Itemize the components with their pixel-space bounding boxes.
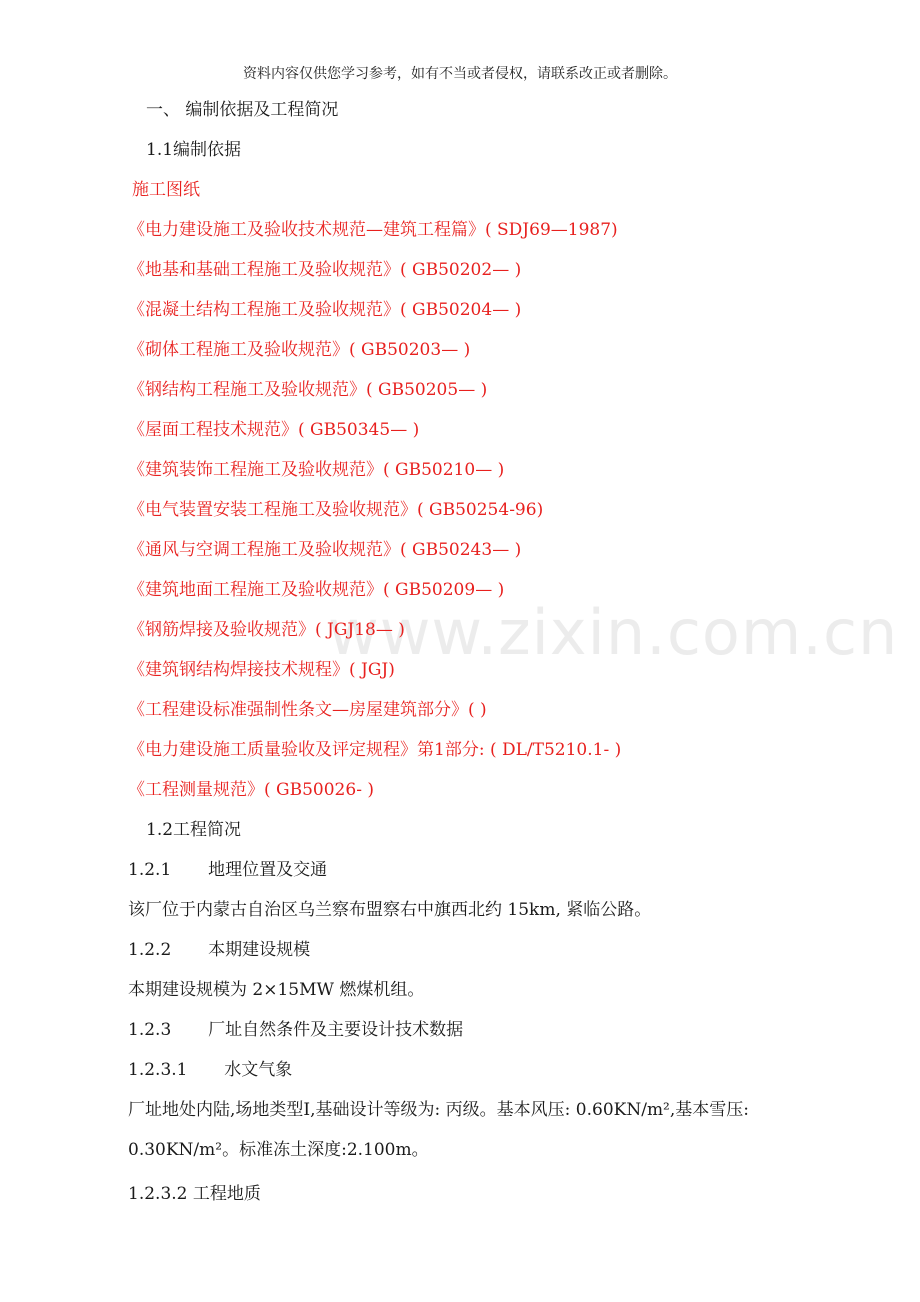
header-notice: 资料内容仅供您学习参考，如有不当或者侵权，请联系改正或者删除。 [243,66,677,82]
reference-item: 《工程建设标准强制性条文—房屋建筑部分》( ) [128,700,487,720]
paragraph-hydrology-line1: 厂址地处内陆,场地类型Ⅰ,基础设计等级为: 丙级。基本风压: 0.60KN/m²,基本雪压: [128,1100,750,1120]
heading-text: 地理位置及交通 [208,860,328,880]
reference-item: 《电气装置安装工程施工及验收规范》( GB50254-96) [128,500,544,520]
subsection-title-basis: 1.1编制依据 [146,140,242,160]
heading-text: 水文气象 [224,1060,293,1080]
reference-item: 《建筑地面工程施工及验收规范》( GB50209— ) [128,580,505,600]
reference-item: 《地基和基础工程施工及验收规范》( GB50202— ) [128,260,522,280]
paragraph-scale: 本期建设规模为 2×15MW 燃煤机组。 [128,980,425,1000]
heading-number: 1.2.2 [128,940,172,960]
reference-item: 《混凝土结构工程施工及验收规范》( GB50204— ) [128,300,522,320]
heading-1-2-3-1 [128,1058,292,1082]
heading-text: 本期建设规模 [208,940,311,960]
heading-number: 1.2.1 [128,860,172,880]
reference-item: 《建筑装饰工程施工及验收规范》( GB50210— ) [128,460,505,480]
reference-item: 《电力建设施工质量验收及评定规程》第1部分: ( DL/T5210.1- ) [128,740,622,760]
heading-1-2-2 [128,938,310,962]
section-title: 一、 编制依据及工程简况 [146,100,339,120]
drawings-label: 施工图纸 [132,180,200,200]
heading-1-2-1 [128,858,327,882]
heading-number: 1.2.3 [128,1020,172,1040]
reference-item: 《钢结构工程施工及验收规范》( GB50205— ) [128,380,488,400]
reference-item: 《通风与空调工程施工及验收规范》( GB50243— ) [128,540,522,560]
watermark: www.zixin.com.cn [328,596,899,669]
heading-1-2-3 [128,1018,463,1042]
subsection-title-overview: 1.2工程简况 [146,820,242,840]
reference-item: 《屋面工程技术规范》( GB50345— ) [128,420,420,440]
reference-item: 《工程测量规范》( GB50026- ) [128,780,374,800]
reference-item: 《砌体工程施工及验收规范》( GB50203— ) [128,340,471,360]
reference-item: 《钢筋焊接及验收规范》( JGJ18— ) [128,620,405,640]
paragraph-location: 该厂位于内蒙古自治区乌兰察布盟察右中旗西北约 15km, 紧临公路。 [128,900,652,920]
reference-item: 《建筑钢结构焊接技术规程》( JGJ) [128,660,395,680]
reference-item: 《电力建设施工及验收技术规范—建筑工程篇》( SDJ69—1987) [128,220,618,240]
heading-1-2-3-2: 1.2.3.2 工程地质 [128,1184,261,1204]
heading-number: 1.2.3.1 [128,1060,188,1080]
heading-text: 厂址自然条件及主要设计技术数据 [208,1020,464,1040]
paragraph-hydrology-line2: 0.30KN/m²。标准冻土深度:2.100m。 [128,1140,429,1160]
